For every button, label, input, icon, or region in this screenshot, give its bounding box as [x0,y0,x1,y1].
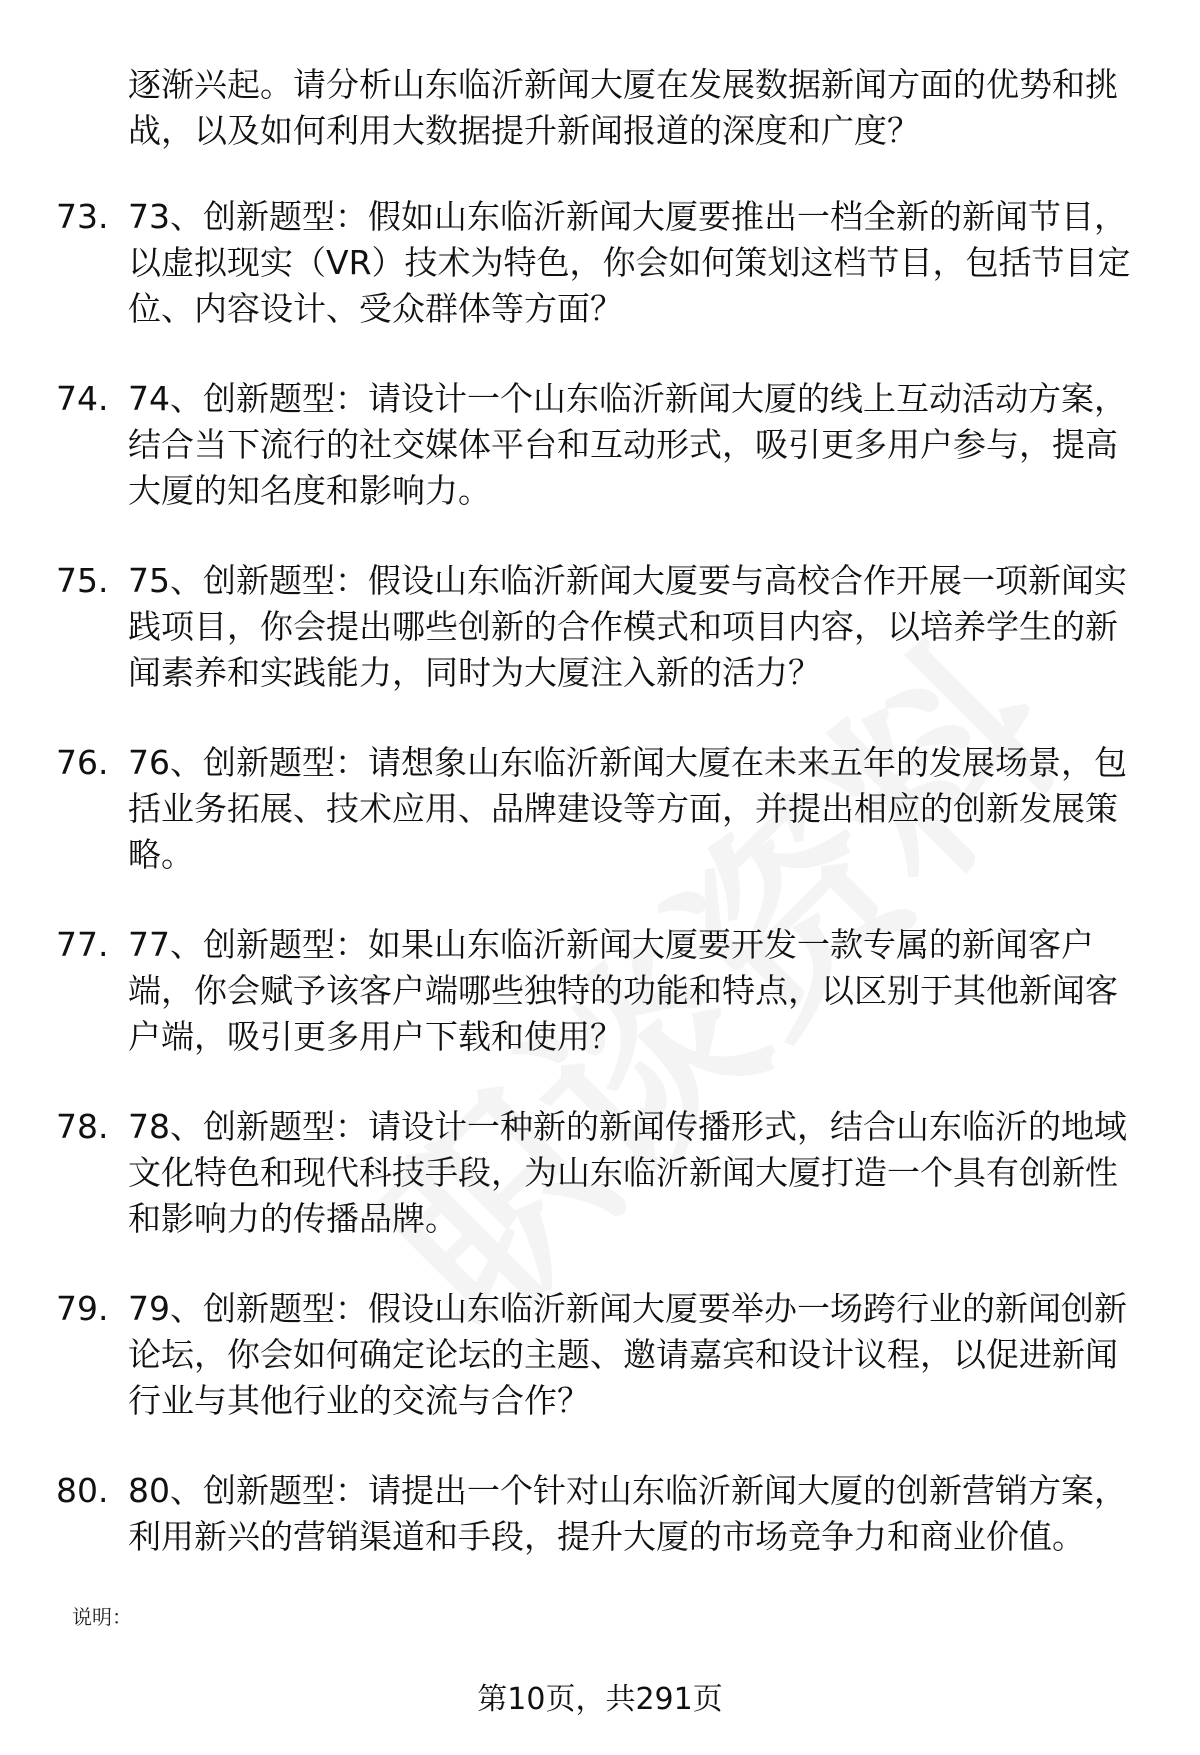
note-label: 说明： [72,1605,132,1629]
question-text: 79、创新题型：假设山东临沂新闻大厦要举办一场跨行业的新闻创新论坛，你会如何确定论坛的主题、邀请嘉宾和设计议程，以促进新闻行业与其他行业的交流与合作？ [128,1289,1127,1420]
question-text: 74、创新题型：请设计一个山东临沂新闻大厦的线上互动活动方案，结合当下流行的社交媒体平台和互动形式，吸引更多用户参与，提高大厦的知名度和影响力。 [128,379,1127,510]
question-text: 80、创新题型：请提出一个针对山东临沂新闻大厦的创新营销方案，利用新兴的营销渠道和手段，提升大厦的市场竞争力和商业价值。 [128,1471,1127,1556]
question-item [0,194,1200,376]
question-number: 77. [56,925,109,964]
question-number: 78. [56,1107,109,1146]
question-number: 76. [56,743,109,782]
question-text: 76、创新题型：请想象山东临沂新闻大厦在未来五年的发展场景，包括业务拓展、技术应用、品牌建设等方面，并提出相应的创新发展策略。 [128,743,1127,874]
question-number: 80. [56,1471,109,1510]
question-item [0,376,1200,558]
question-text: 73、创新题型：假如山东临沂新闻大厦要推出一档全新的新闻节目，以虚拟现实（VR）技术为特色，你会如何策划这档节目，包括节目定位、内容设计、受众群体等方面？ [128,197,1131,328]
question-item [0,1468,1200,1650]
question-text: 77、创新题型：如果山东临沂新闻大厦要开发一款专属的新闻客户端，你会赋予该客户端哪些独特的功能和特点，以区别于其他新闻客户端，吸引更多用户下载和使用？ [128,925,1118,1056]
continuation-paragraph: 逐渐兴起。请分析山东临沂新闻大厦在发展数据新闻方面的优势和挑战，以及如何利用大数据提升新闻报道的深度和广度？ [128,65,1118,150]
question-number: 73. [56,197,109,236]
question-number: 79. [56,1289,109,1328]
question-number: 75. [56,561,109,600]
question-item [0,1104,1200,1286]
question-item [0,558,1200,740]
question-text: 78、创新题型：请设计一种新的新闻传播形式，结合山东临沂的地域文化特色和现代科技手段，为山东临沂新闻大厦打造一个具有创新性和影响力的传播品牌。 [128,1107,1127,1238]
question-item [0,1286,1200,1468]
question-number: 74. [56,379,109,418]
question-item [0,922,1200,1104]
question-text: 75、创新题型：假设山东临沂新闻大厦要与高校合作开展一项新闻实践项目，你会提出哪些创新的合作模式和项目内容，以培养学生的新闻素养和实践能力，同时为大厦注入新的活力？ [128,561,1127,692]
question-item [0,740,1200,922]
question-list [0,194,1200,1650]
page-footer: 第10页，共291页 [477,1682,723,1717]
